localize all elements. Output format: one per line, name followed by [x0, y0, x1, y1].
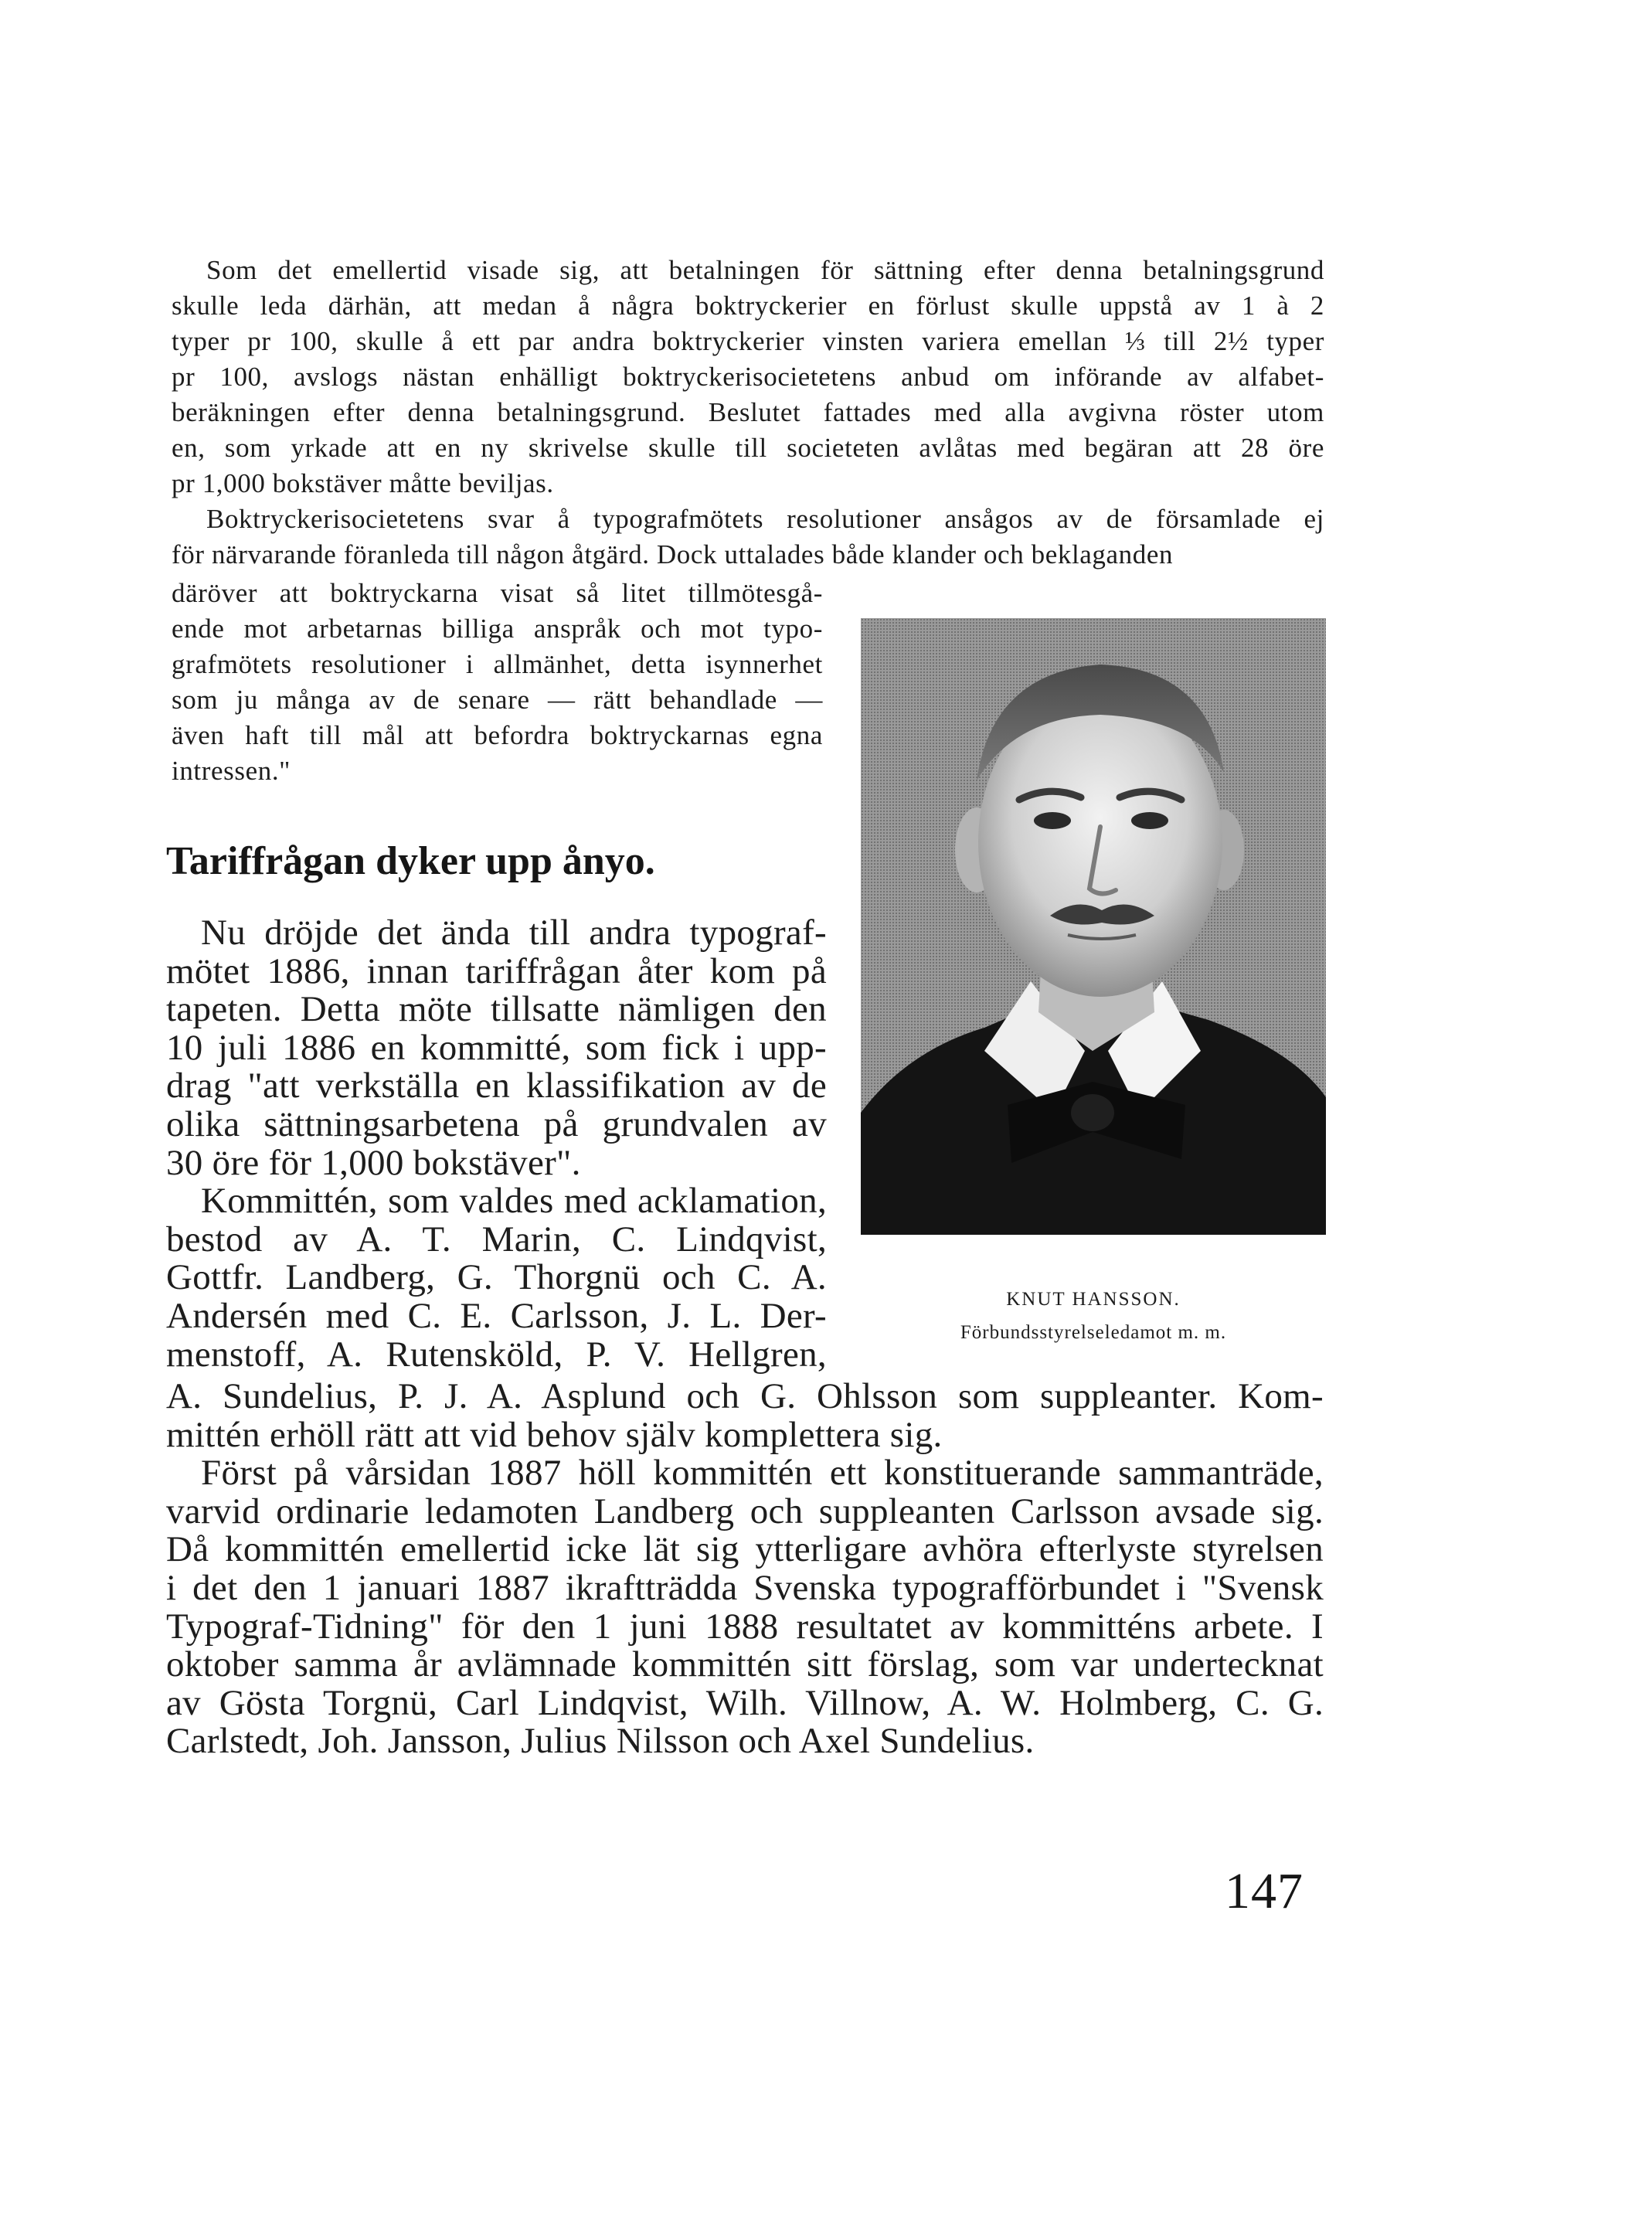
- text-line: för närvarande föranleda till någon åtgärd. Dock uttalades både klander och beklaganden: [172, 539, 1174, 569]
- text-line: A. Sundelius, P. J. A. Asplund och G. Ohlsson som suppleanter. Kom-: [166, 1376, 1324, 1416]
- text-line: ende mot arbetarnas billiga anspråk och mot typo-: [172, 614, 823, 644]
- text-line: bestod av A. T. Marin, C. Lindqvist,: [166, 1219, 827, 1259]
- text-line: däröver att boktryckarna visat så litet tillmötesgå-: [172, 578, 823, 608]
- text-line: tapeten. Detta möte tillsatte nämligen den: [166, 989, 827, 1030]
- photo-caption-name: KNUT HANSSON.: [1006, 1289, 1181, 1310]
- text-line: Typograf-Tidning" för den 1 juni 1888 resultatet av kommitténs arbete. I: [166, 1606, 1324, 1647]
- text-line: Först på vårsidan 1887 höll kommittén ett konstituerande sammanträde,: [201, 1453, 1324, 1494]
- text-line: mittén erhöll rätt att vid behov själv komplettera sig.: [166, 1414, 943, 1455]
- text-line: av Gösta Torgnü, Carl Lindqvist, Wilh. Villnow, A. W. Holmberg, C. G.: [166, 1682, 1324, 1723]
- text-line: varvid ordinarie ledamoten Landberg och suppleanten Carlsson avsade sig.: [166, 1491, 1324, 1531]
- text-line: även haft till mål att befordra boktryckarnas egna: [172, 720, 823, 750]
- text-line: olika sättningsarbetena på grundvalen av: [166, 1104, 827, 1144]
- text-line: pr 1,000 bokstäver måtte beviljas.: [172, 468, 554, 498]
- page-number: 147: [1225, 1863, 1304, 1919]
- text-line: mötet 1886, innan tariffrågan åter kom på: [166, 950, 827, 991]
- text-line: oktober samma år avlämnade kommittén sitt förslag, som var undertecknat: [166, 1644, 1324, 1685]
- text-line: drag "att verkställa en klassifikation av de: [166, 1066, 827, 1106]
- text-line: 10 juli 1886 en kommitté, som fick i upp-: [166, 1027, 827, 1068]
- section-heading: Tariffrågan dyker upp ånyo.: [166, 839, 655, 883]
- text-line: i det den 1 januari 1887 ikraftträdda Svenska typografförbundet i "Svensk: [166, 1568, 1324, 1608]
- text-line: menstoff, A. Rutensköld, P. V. Hellgren,: [166, 1334, 827, 1375]
- text-line: Som det emellertid visade sig, att betalningen för sättning efter denna betalningsgrund: [206, 255, 1324, 285]
- portrait-photo: [861, 618, 1326, 1235]
- photo-caption-role: Förbundsstyrelseledamot m. m.: [960, 1322, 1227, 1343]
- text-line: skulle leda därhän, att medan å några boktryckerier en förlust skulle uppstå av 1 à 2: [172, 291, 1324, 321]
- text-line: Carlstedt, Joh. Jansson, Julius Nilsson och Axel Sundelius.: [166, 1721, 1035, 1762]
- text-line: intressen.": [172, 756, 291, 786]
- text-line: Då kommittén emellertid icke lät sig ytterligare avhöra efterlyste styrelsen: [166, 1529, 1324, 1570]
- text-line: pr 100, avslogs nästan enhälligt boktryckerisocietetens anbud om införande av alfabet-: [172, 362, 1324, 392]
- text-line: Gottfr. Landberg, G. Thorgnü och C. A.: [166, 1257, 827, 1298]
- text-line: 30 öre för 1,000 bokstäver".: [166, 1142, 581, 1183]
- text-line: beräkningen efter denna betalningsgrund. Beslutet fattades med alla avgivna röster utom: [172, 397, 1324, 427]
- text-line: Andersén med C. E. Carlsson, J. L. Der-: [166, 1296, 827, 1336]
- text-line: typer pr 100, skulle å ett par andra boktryckerier vinsten variera emellan ⅓ till 2½ typer: [172, 326, 1324, 356]
- text-line: som ju många av de senare — rätt behandlade —: [172, 685, 823, 715]
- text-line: Nu dröjde det ända till andra typograf-: [201, 913, 827, 953]
- text-line: Kommittén, som valdes med acklamation,: [201, 1181, 827, 1222]
- text-line: en, som yrkade att en ny skrivelse skulle till societeten avlåtas med begäran att 28 öre: [172, 433, 1324, 463]
- text-line: grafmötets resolutioner i allmänhet, detta isynnerhet: [172, 649, 823, 679]
- text-line: Boktryckerisocietetens svar å typografmötets resolutioner ansågos av de församlade ej: [206, 504, 1324, 534]
